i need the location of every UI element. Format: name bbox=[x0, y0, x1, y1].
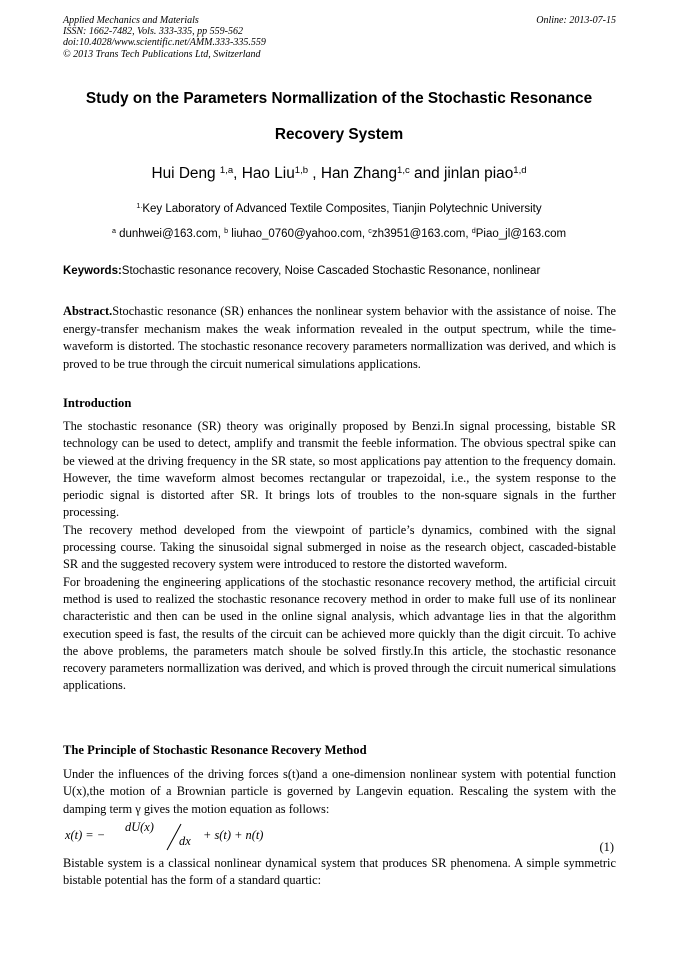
paragraph: The recovery method developed from the viewpoint of particle’s dynamics, combined with the signal processing course. Taking the sinusoidal signal submerged in noise as the research object, cascaded-bistable SR and the suggested recovery system were introduced to restore the distorted waveform. bbox=[63, 522, 616, 572]
keywords-label: Keywords: bbox=[63, 265, 122, 277]
affiliation bbox=[0, 203, 678, 215]
paper-title-line-1: Study on the Parameters Normallization of the Stochastic Resonance bbox=[85, 90, 593, 107]
email-address: Piao_jl@163.com bbox=[475, 228, 567, 240]
equation-denominator: dx bbox=[179, 834, 191, 848]
author-name: Han Zhang bbox=[320, 165, 398, 182]
email-mark: a bbox=[111, 227, 116, 236]
principle-paragraph-2: Bistable system is a classical nonlinear dynamical system that produces SR phenomena. A simple symmetric bistable potential has the form of a standard quartic: bbox=[63, 856, 616, 888]
author-affiliation-mark: 1,b bbox=[294, 164, 309, 176]
equation-rhs: + s(t) + n(t) bbox=[203, 828, 264, 842]
author-name: Hui Deng bbox=[151, 165, 216, 182]
abstract-label: Abstract. bbox=[63, 304, 113, 318]
paper-title-line-2: Recovery System bbox=[274, 126, 404, 143]
paragraph: For broadening the engineering applications of the stochastic resonance recovery method, the artificial circuit method is used to realized the stochastic resonance recovery method in order to make full use of its nonlinear characteristic and then can be used in the online signal analysis, which advantage lies in that the algorithm execution speed is fast, the results of the circuit can be achieved more quickly than the digit circuit. To achive the above problems, the parameters match shoule be solved firstly.In this article, the stochastic resonance recovery parameters normallization was derived, and which is proved through the circuit numerical simulations applications. bbox=[63, 574, 616, 693]
equation-number: (1) bbox=[599, 840, 614, 854]
keywords-text: Stochastic resonance recovery, Noise Cascaded Stochastic Resonance, nonlinear bbox=[121, 265, 541, 277]
email-address: zh3951@163.com bbox=[371, 228, 466, 240]
email-address: liuhao_0760@yahoo.com bbox=[231, 228, 362, 240]
email-mark: c bbox=[368, 227, 372, 236]
author-list: Hui Deng $^{1,a}$, Hao Liu$^{1,b}$ , Han Zhang$^{1,c}$ and jinlan piao$^{1,d}$ bbox=[151, 164, 527, 182]
introduction-body bbox=[63, 418, 616, 695]
abstract bbox=[63, 303, 616, 373]
email-mark: b bbox=[224, 227, 229, 236]
author-affiliation-mark: 1,d bbox=[513, 164, 527, 176]
equation-numerator: dU(x) bbox=[125, 820, 154, 834]
section-heading-introduction: Introduction bbox=[63, 396, 132, 410]
running-header bbox=[63, 15, 616, 60]
online-date: Online: 2013-07-15 bbox=[536, 15, 616, 26]
paragraph: The stochastic resonance (SR) theory was originally proposed by Benzi.In signal processing, bistable SR technology can be used to detect, amplify and transmit the feeble information. The obvious spectral spike can be viewed at the driving frequency in the SR state, so most applications pay attention to the frequency domain. However, the time waveform almost becomes rectangular or trapezoidal, i.e., the system response to the periodic signal is distorted after SR. It brings lots of troubles to the non-square signals in the further processing. bbox=[63, 419, 616, 520]
email-address: dunhwei@163.com bbox=[119, 228, 218, 240]
equation-lhs: x(t) = − bbox=[65, 828, 106, 842]
section-heading-principle: The Principle of Stochastic Resonance Recovery Method bbox=[63, 743, 367, 757]
author-name: Hao Liu bbox=[241, 165, 295, 182]
author-name: jinlan piao bbox=[443, 165, 514, 182]
journal-name: Applied Mechanics and Materials bbox=[63, 15, 199, 26]
author-affiliation-mark: 1,a bbox=[219, 164, 234, 176]
email-list: $^a$ dunhwei@163.com, $^b$ liuhao_0760@yahoo.com, $^c$zh3951@163.com, $^d$Piao_jl@163.com bbox=[111, 227, 567, 240]
copyright-line: © 2013 Trans Tech Publications Ltd, Switzerland bbox=[63, 48, 261, 60]
email-mark: d bbox=[471, 227, 476, 236]
principle-paragraph-1: Under the influences of the driving forces s(t)and a one-dimension nonlinear system with potential function U(x),the motion of a Brownian particle is governed by Langevin equation. Rescaling the system with the damping term γ gives the motion equation as follows: bbox=[63, 767, 616, 816]
keywords bbox=[63, 265, 616, 277]
equation-1 bbox=[63, 820, 616, 854]
affiliation-mark: 1. bbox=[136, 202, 143, 211]
issn-line: ISSN: 1662-7482, Vols. 333-335, pp 559-562 bbox=[63, 26, 243, 38]
doi-line: doi:10.4028/www.scientific.net/AMM.333-335.559 bbox=[63, 37, 266, 49]
author-affiliation-mark: 1,c bbox=[397, 164, 410, 176]
affiliation-text: Key Laboratory of Advanced Textile Composites, Tianjin Polytechnic University bbox=[142, 203, 542, 215]
abstract-text: Stochastic resonance (SR) enhances the nonlinear system behavior with the assistance of noise. The energy-transfer mechanism makes the weak information revealed in the output spectrum, while the time-waveform is distorted. The stochastic resonance recovery parameters normallization was derived, and which is proved to be true through the circuit numerical simulations applications. bbox=[63, 304, 616, 371]
